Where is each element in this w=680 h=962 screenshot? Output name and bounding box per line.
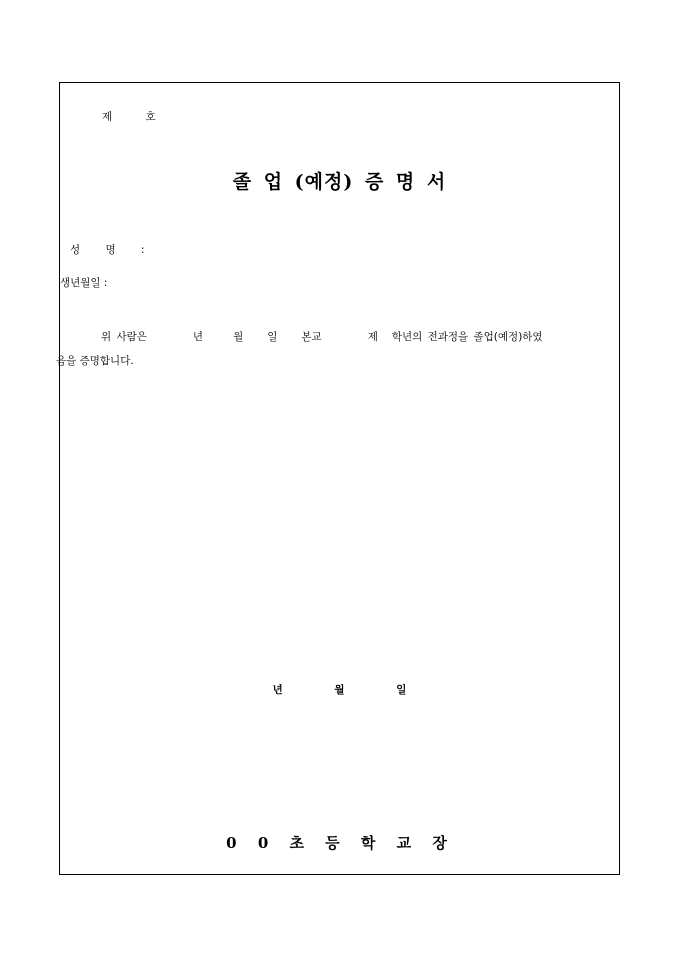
body-text-completion: 학년의 전과정을 졸업(예정)하였 <box>391 331 543 343</box>
birthdate-field-label: 생년월일 : <box>60 277 108 289</box>
certificate-frame <box>56 82 620 875</box>
issuer-school-principal: 0 0 초 등 학 교 장 <box>226 834 453 852</box>
document-number-label: 제 호 <box>102 111 156 123</box>
body-text-year: 년 <box>192 331 204 343</box>
body-text-school-ref: 본교 <box>301 331 322 343</box>
issue-date-line: 년 월 일 <box>272 684 407 696</box>
body-text-month: 월 <box>233 331 244 343</box>
body-text-grade-prefix: 제 <box>367 331 378 343</box>
body-text-intro: 위 사람은 <box>101 331 147 343</box>
body-text-day: 일 <box>267 331 278 343</box>
name-field-label: 성 명 : <box>70 244 145 256</box>
certificate-title: 졸 업 (예정) 증 명 서 <box>232 171 447 193</box>
body-text-line-2: 음을 증명합니다. <box>56 355 134 367</box>
body-text-line-1 <box>101 332 543 343</box>
